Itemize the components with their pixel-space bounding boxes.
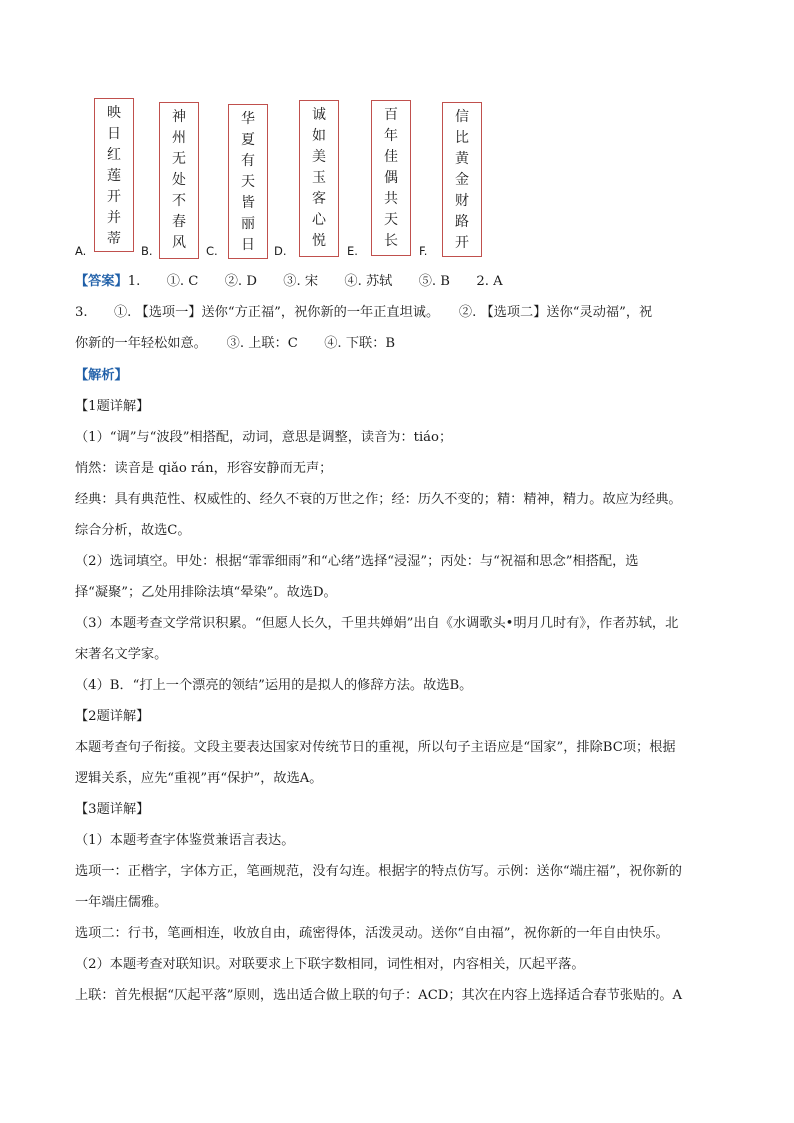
couplet-text-d: [300, 101, 338, 252]
couplet-char: 红: [107, 147, 121, 163]
couplet-char: 共: [384, 191, 398, 207]
couplet-scroll-d: [299, 100, 339, 257]
q1-paragraph-4: 综合分析，故选C。: [75, 523, 191, 538]
q1-paragraph-5b: 择“凝聚”；乙处用排除法填“晕染”。故选D。: [75, 585, 337, 600]
couplet-char: 偶: [384, 170, 398, 186]
q1-paragraph-6b: 宋著名文学家。: [75, 647, 168, 662]
couplet-char: 心: [312, 212, 326, 228]
answer-line-2: 3. ①. 【选项一】送你“方正福”，祝你新的一年正直坦诚。 ②. 【选项二】送你“灵动福”，祝: [75, 305, 653, 320]
couplet-char: 日: [107, 126, 121, 142]
couplet-char: 处: [172, 172, 186, 188]
option-letter-f: F.: [419, 244, 428, 258]
answer-line-3: 你新的一年轻松如意。 ③. 上联：C ④. 下联：B: [75, 336, 396, 351]
q1-paragraph-5a: （2）选词填空。甲处：根据“霏霏细雨”和“心绪”选择“浸湿”；丙处：与“祝福和思念”相搭配，选: [75, 554, 639, 569]
couplet-char: 路: [455, 214, 469, 230]
couplet-char: 悦: [312, 233, 326, 249]
q3-heading: 【3题详解】: [75, 802, 150, 817]
q2-paragraph-1a: 本题考查句子衔接。文段主要表达国家对传统节日的重视，所以句子主语应是“国家”，排除BC项；根据: [75, 740, 676, 755]
couplet-char: 金: [455, 172, 469, 188]
q3-paragraph-1: （1）本题考查字体鉴赏兼语言表达。: [75, 833, 295, 848]
option-letter-b: B.: [141, 244, 153, 258]
couplet-char: 风: [172, 235, 186, 251]
couplet-char: 皆: [241, 195, 255, 211]
couplet-char: 财: [455, 193, 469, 209]
couplet-char: 玉: [312, 170, 326, 186]
couplet-char: 神: [172, 109, 186, 125]
q1-paragraph-2: 悄然：读音是 qiǎo rán，形容安静而无声；: [75, 461, 333, 476]
couplet-text-c: [229, 105, 267, 256]
q1-paragraph-6a: （3）本题考查文学常识积累。“但愿人长久，千里共婵娟”出自《水调歌头•明月几时有》，作者苏轼，北: [75, 616, 679, 631]
couplet-char: 美: [312, 149, 326, 165]
couplet-scroll-b: [159, 102, 199, 259]
couplet-char: 长: [384, 233, 398, 249]
q2-paragraph-1b: 逻辑关系，应先“重视”再“保护”，故选A。: [75, 771, 323, 786]
couplet-char: 比: [455, 130, 469, 146]
couplet-char: 天: [384, 212, 398, 228]
couplet-char: 春: [172, 214, 186, 230]
couplet-char: 映: [107, 105, 121, 121]
q2-heading: 【2题详解】: [75, 709, 150, 724]
couplet-scroll-e: [371, 100, 411, 256]
q1-paragraph-3: 经典：具有典范性、权威性的、经久不衰的万世之作；经：历久不变的；精：精神，精力。故应为经典。: [75, 492, 682, 507]
answer-text-1: 1. ①. C ②. D ③. 宋 ④. 苏轼 ⑤. B 2. A: [127, 274, 503, 289]
couplet-text-b: [160, 103, 198, 254]
option-letter-c: C.: [206, 244, 218, 258]
couplet-char: 华: [241, 111, 255, 127]
couplet-char: 丽: [241, 216, 255, 232]
couplet-char: 天: [241, 174, 255, 190]
couplet-char: 并: [107, 210, 121, 226]
q3-paragraph-4: （2）本题考查对联知识。对联要求上下联字数相同，词性相对，内容相关，仄起平落。: [75, 957, 585, 972]
q3-paragraph-2b: 一年端庄儒雅。: [75, 895, 168, 910]
couplet-text-a: [95, 99, 133, 250]
q3-paragraph-3: 选项二：行书，笔画相连，收放自由，疏密得体，活泼灵动。送你“自由福”，祝你新的一年自由快乐。: [75, 926, 669, 941]
couplet-char: 蒂: [107, 231, 121, 247]
q3-paragraph-2a: 选项一：正楷字，字体方正，笔画规范，没有勾连。根据字的特点仿写。示例：送你“端庄福”，祝你新的: [75, 864, 682, 879]
couplet-char: 夏: [241, 132, 255, 148]
answer-label: 【答案】: [75, 274, 128, 289]
couplet-char: 无: [172, 151, 186, 167]
couplet-char: 年: [384, 128, 398, 144]
couplet-char: 黄: [455, 151, 469, 167]
couplet-char: 如: [312, 128, 326, 144]
couplet-scroll-f: [442, 102, 482, 257]
couplet-text-e: [372, 101, 410, 252]
couplet-char: 百: [384, 107, 398, 123]
couplet-char: 诚: [312, 107, 326, 123]
couplet-char: 日: [241, 237, 255, 253]
option-letter-a: A.: [75, 244, 87, 258]
couplet-char: 有: [241, 153, 255, 169]
couplet-char: 不: [172, 193, 186, 209]
q1-heading: 【1题详解】: [75, 399, 150, 414]
option-letter-d: D.: [274, 244, 287, 258]
analysis-label: 【解析】: [75, 368, 128, 383]
q1-paragraph-1: （1）“调”与“波段”相搭配，动词，意思是调整，读音为：tiáo；: [75, 430, 453, 445]
couplet-scroll-a: [94, 98, 134, 252]
q1-paragraph-7: （4）B．“打上一个漂亮的领结”运用的是拟人的修辞方法。故选B。: [75, 678, 473, 693]
couplet-char: 佳: [384, 149, 398, 165]
couplet-char: 州: [172, 130, 186, 146]
option-letter-e: E.: [347, 244, 358, 258]
couplet-char: 开: [107, 189, 121, 205]
q3-paragraph-5: 上联：首先根据“仄起平落”原则，选出适合做上联的句子：ACD；其次在内容上选择适合春节张贴的。A: [75, 988, 683, 1003]
couplet-char: 莲: [107, 168, 121, 184]
couplet-char: 客: [312, 191, 326, 207]
couplet-char: 信: [455, 109, 469, 125]
couplet-text-f: [443, 103, 481, 254]
couplet-scroll-c: [228, 104, 268, 259]
couplet-char: 开: [455, 235, 469, 251]
answer-line-1: [75, 270, 503, 289]
